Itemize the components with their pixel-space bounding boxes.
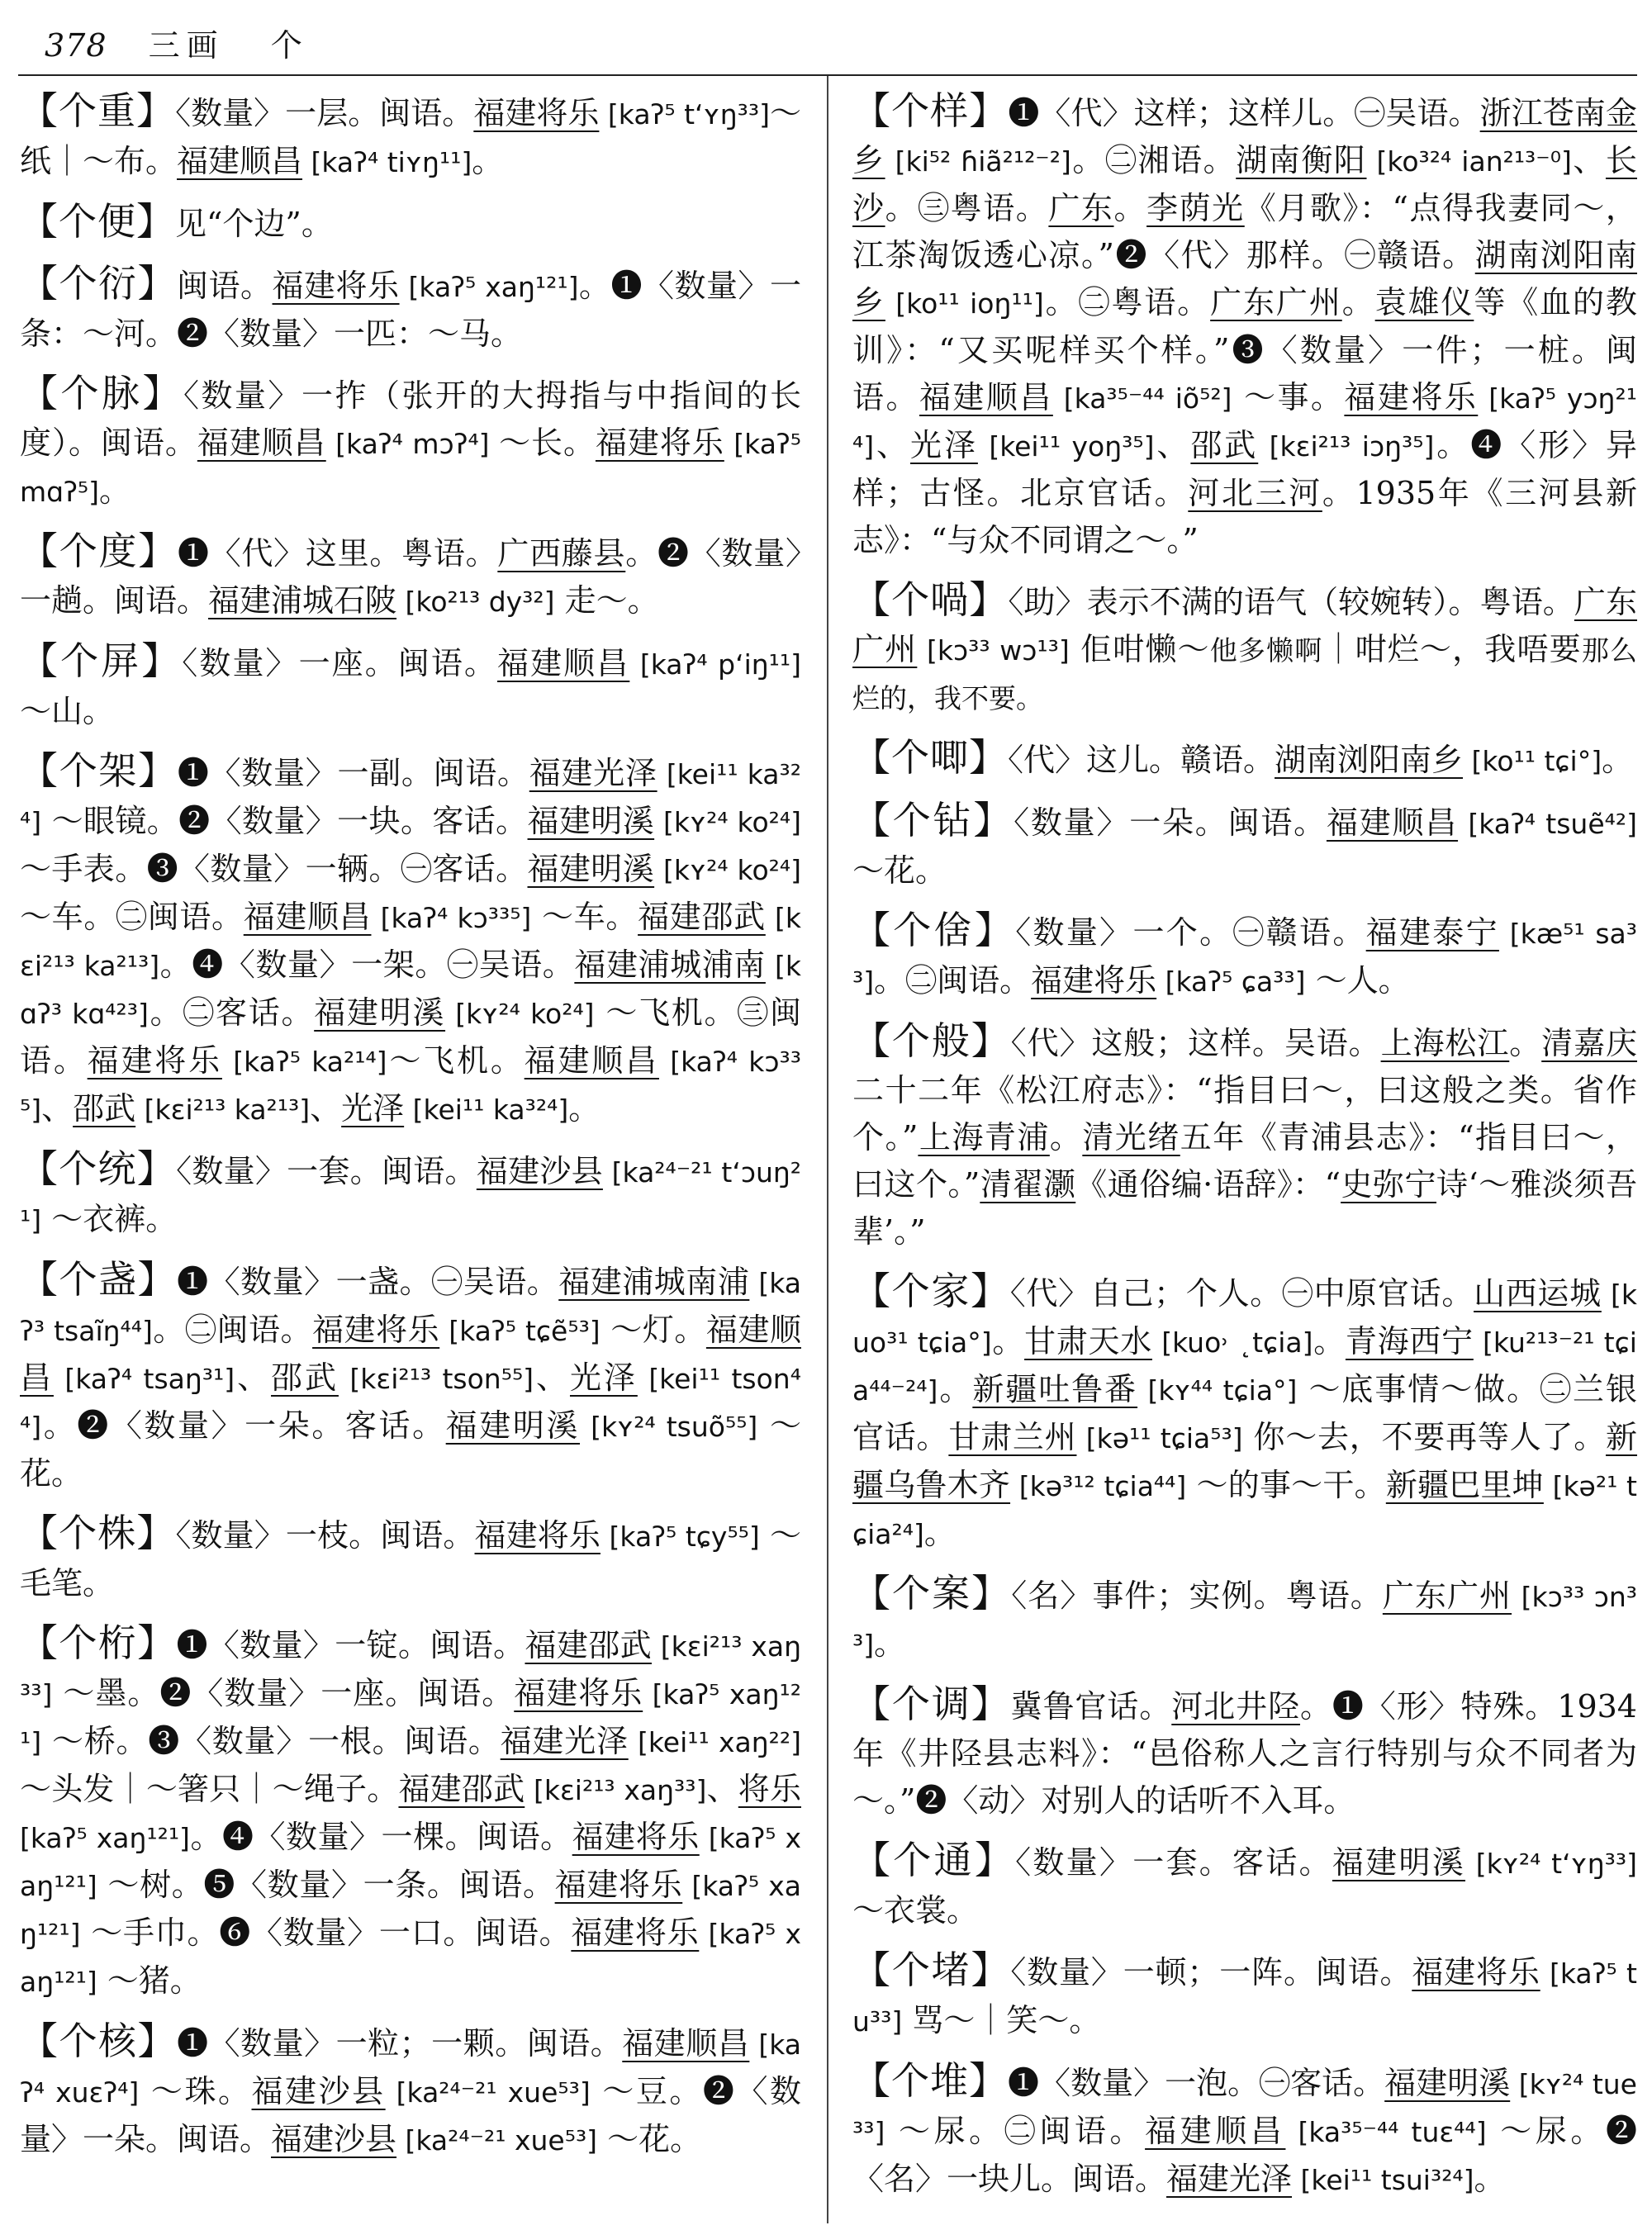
entry-text: 。❶〈数量〉一条：～河。❷〈数量〉一匹：～马。: [20, 268, 801, 352]
entry-text: 、: [1571, 142, 1606, 178]
place-name: 将乐: [738, 1771, 801, 1807]
place-name: 广西藤县: [497, 535, 626, 572]
entry-headword: 【个桁】: [20, 1620, 177, 1665]
place-name: 福建明溪: [1332, 1844, 1466, 1881]
place-name: 福建将乐: [272, 268, 400, 304]
entry-text: 。❷〈数量〉一趟。闽语。: [20, 535, 801, 619]
place-name: 福建光泽: [1166, 2161, 1293, 2197]
entry-text: ～毛笔。: [20, 1517, 801, 1601]
entry-text: ～头发｜～箸只｜～绳子。: [20, 1771, 399, 1807]
entry-text: 〈数量〉一座。闽语。: [182, 645, 498, 681]
entry-text: 〈数量〉一枝。闽语。: [175, 1517, 475, 1554]
entry-text: ～灯。: [600, 1312, 706, 1348]
place-name: 河北井陉: [1171, 1688, 1300, 1725]
page-header: [45, 20, 1639, 71]
place-name: 清嘉庆: [1541, 1025, 1637, 1061]
entry-text: 。㊁湘语。: [1070, 142, 1237, 178]
place-name: 新疆乌鲁木齐: [852, 1419, 1637, 1503]
place-name: 河北三河: [1188, 475, 1322, 511]
dictionary-entry: [20, 260, 801, 358]
place-name: 福建光泽: [529, 755, 657, 791]
entry-headword: 【个案】: [852, 1571, 1012, 1616]
phonetic-transcription: [kɛi²¹³ iɔŋ³⁵]: [1258, 430, 1435, 463]
place-name: 福建将乐: [1031, 962, 1157, 999]
entry-text: ～树。❺〈数量〉一条。闽语。: [97, 1867, 555, 1903]
phonetic-transcription: [ko¹¹ tɕi°]: [1463, 745, 1602, 777]
entry-text: 。㊁闽语。: [874, 962, 1032, 999]
place-name: 福建明溪: [445, 1407, 580, 1444]
entry-text: ～花。: [20, 1407, 801, 1492]
dictionary-entry: [20, 638, 801, 735]
entry-text: ～飞机。: [387, 1042, 525, 1079]
entry-headword: 【个统】: [20, 1146, 177, 1191]
entry-text: ～事。: [1232, 379, 1345, 415]
entry-text: 。: [1474, 2161, 1506, 2197]
place-name: 浙江苍南金乡: [852, 95, 1637, 178]
place-name: 福建顺昌: [497, 645, 630, 681]
entry-text: 诗‘～雅淡须吾辈’。”: [852, 1166, 1637, 1250]
phonetic-transcription: [kaʔ⁵ ka²¹⁴]: [221, 1046, 387, 1078]
place-name: 福建将乐: [514, 1675, 643, 1711]
phonetic-transcription: [kaʔ⁴ kɔ³³⁵]: [20, 1046, 801, 1126]
entry-text: ｜咁烂～，我唔要: [1322, 631, 1582, 667]
entry-text: 〈数量〉一拃（张开的大拇指与中指间的长度）。闽语。: [20, 377, 801, 461]
phonetic-transcription: [kaʔ⁵ xaŋ¹²¹]: [20, 1870, 801, 1950]
entry-text: ～手巾。❻〈数量〉一口。闽语。: [80, 1914, 572, 1951]
dictionary-entry: [20, 88, 801, 186]
entry-headword: 【个唧】: [852, 735, 1008, 780]
phonetic-transcription: [kei¹¹ ka³²⁴]: [404, 1094, 569, 1126]
place-name: 福建沙县: [476, 1153, 603, 1189]
dictionary-entry: [852, 2057, 1637, 2204]
place-name: 光泽: [569, 1359, 638, 1396]
entry-headword: 【个堆】: [852, 2058, 1009, 2103]
phonetic-transcription: [kaʔ⁵ xaŋ¹²¹]: [20, 1822, 801, 1902]
phonetic-transcription: [kɔ³³ wɔ¹³]: [917, 634, 1070, 667]
entry-headword: 【个株】: [20, 1511, 176, 1555]
entry-text: 。❷〈数量〉一朵。客话。: [41, 1407, 446, 1444]
entry-text: 〈名〉事件；实例。粤语。: [1011, 1578, 1383, 1614]
entry-text: 五年《青浦县志》：“指目曰～，曰这个。”: [852, 1119, 1637, 1203]
entry-text: 〈代〉这般；这样。吴语。: [1010, 1025, 1381, 1061]
place-name: 光泽: [341, 1090, 405, 1127]
place-name: 福建邵武: [525, 1627, 652, 1663]
dictionary-entry: [852, 1681, 1637, 1824]
entry-text: ❶〈数量〉一粒；一颗。闽语。: [177, 2025, 623, 2062]
gloss-note: 他多懒啊: [1209, 634, 1323, 667]
place-name: 福建沙县: [251, 2073, 386, 2109]
entry-text: 、: [534, 1359, 570, 1396]
place-name: 邵武: [271, 1359, 339, 1396]
phonetic-transcription: [kaʔ⁴ pʻiŋ¹¹]: [629, 648, 801, 681]
place-name: 广东广州: [1210, 284, 1342, 320]
phonetic-transcription: [kʏ²⁴ tsuõ⁵⁵]: [580, 1411, 758, 1443]
right-column: [852, 88, 1637, 2216]
place-name: 福建将乐: [474, 1517, 601, 1554]
phonetic-transcription: [kɛi²¹³ xaŋ³³]: [525, 1774, 707, 1806]
entry-text: ❶〈数量〉一盏。㊀吴语。: [177, 1264, 559, 1300]
place-name: 福建浦城石陂: [208, 582, 397, 619]
entry-text: 。: [1049, 1119, 1083, 1155]
place-name: 光泽: [910, 427, 978, 463]
dictionary-entry: [20, 528, 801, 625]
entry-text: 。: [1113, 190, 1147, 226]
phonetic-transcription: [kei¹¹ tson⁴⁴]: [20, 1363, 801, 1443]
entry-text: ～花。: [852, 852, 947, 889]
place-name: 福建明溪: [527, 851, 655, 887]
entry-headword: 【个家】: [852, 1269, 1010, 1313]
place-name: 广东广州: [852, 584, 1637, 667]
entry-text: 〈代〉自己；个人。㊀中原官话。: [1009, 1275, 1474, 1312]
place-name: 李荫光: [1146, 190, 1245, 226]
phonetic-transcription: [ka²⁴⁻²¹ xue⁵³]: [396, 2124, 598, 2156]
place-name: 福建将乐: [312, 1312, 440, 1348]
phonetic-transcription: [kaʔ⁵ tɕẽ⁵³]: [439, 1315, 601, 1347]
dictionary-entry: [852, 734, 1637, 785]
entry-text: 。: [1313, 1323, 1346, 1359]
entry-text: 〈助〉表示不满的语气（较婉转）。粤语。: [1008, 584, 1574, 620]
entry-text: ～花。: [597, 2121, 702, 2157]
phonetic-transcription: [kɔ³³ ɔn³³]: [852, 1581, 1637, 1661]
entry-headword: 【个核】: [20, 2019, 178, 2063]
entry-headword: 【个度】: [20, 529, 178, 573]
phonetic-transcription: [kei¹¹ ka³²⁴]: [20, 758, 801, 838]
entry-text: ～尿。㊁闽语。: [885, 2113, 1146, 2149]
place-name: 福建邵武: [398, 1771, 525, 1807]
entry-text: 。❹〈形〉异样；古怪。北京官话。: [852, 427, 1637, 511]
entry-text: 。: [1509, 1025, 1542, 1061]
entry-text: 冀鲁官话。: [1010, 1688, 1172, 1725]
dictionary-entry: [852, 1018, 1637, 1255]
entry-text: 。❹〈数量〉一棵。闽语。: [189, 1819, 572, 1855]
entry-headword: 【个衍】: [20, 261, 178, 306]
dictionary-entry: [852, 797, 1637, 894]
place-name: 福建顺昌: [177, 143, 303, 179]
place-name: 新疆巴里坤: [1385, 1467, 1544, 1503]
entry-text: 、: [706, 1771, 738, 1807]
phonetic-transcription: [kaʔ³ tsaĩŋ⁴⁴]: [20, 1267, 801, 1347]
phonetic-transcription: [kɛi²¹³ xaŋ³³]: [20, 1630, 802, 1710]
place-name: 福建将乐: [473, 95, 600, 131]
place-name: 福建沙县: [271, 2121, 397, 2157]
entry-text: 。: [99, 472, 131, 509]
entry-text: 等《血的教训》：“又买呢样买个样。”❸〈数量〉一件；一桩。闽语。: [852, 284, 1637, 415]
phonetic-transcription: [kei¹¹ xaŋ²²]: [628, 1726, 801, 1758]
entry-text: ～车。: [531, 899, 638, 935]
entry-text: 。㊁闽语。: [152, 1312, 313, 1348]
place-name: 福建将乐: [571, 1914, 700, 1951]
place-name: 福建邵武: [638, 899, 766, 935]
phonetic-transcription: [kaʔ⁵ xaŋ¹²¹]: [399, 271, 579, 303]
place-name: 清翟灏: [980, 1166, 1076, 1203]
entry-text: 。: [1341, 284, 1375, 320]
dictionary-entry: [852, 1837, 1637, 1934]
dictionary-entry: [20, 1510, 801, 1607]
entry-text: ～墨。❷〈数量〉一座。闽语。: [52, 1675, 515, 1711]
place-name: 福建顺昌: [20, 1312, 801, 1396]
entry-headword: 【个架】: [20, 748, 178, 793]
entry-text: ❶〈代〉这样；这样儿。㊀吴语。: [1008, 95, 1480, 131]
entry-text: 。: [923, 1515, 956, 1551]
entry-text: ～纸｜～布。: [20, 95, 801, 179]
dictionary-entry: [20, 1146, 801, 1244]
phonetic-transcription: [ko³²⁴ ian²¹³⁻⁰]: [1366, 145, 1572, 178]
phonetic-transcription: [kaʔ⁵ xaŋ¹²¹]: [20, 1822, 190, 1854]
place-name: 新疆吐鲁番: [972, 1371, 1138, 1407]
place-name: 上海青浦: [918, 1119, 1050, 1155]
entry-text: ～长。: [499, 425, 596, 461]
entry-text: 〈数量〉一个。㊀赣语。: [1015, 914, 1366, 951]
phonetic-transcription: [kei¹¹ yoŋ³⁵]: [977, 430, 1155, 463]
entry-text: 二十二年《松江府志》：“指目曰～，曰这般之类。省作个。”: [852, 1072, 1637, 1155]
phonetic-transcription: [kæ⁵¹ sa³³]: [852, 918, 1637, 998]
entry-text: ～尿。❷〈名〉一块儿。闽语。: [852, 2113, 1637, 2197]
entry-text: 。: [874, 1625, 906, 1662]
entry-text: ～的事～干。: [1186, 1467, 1386, 1503]
place-name: 福建顺昌: [622, 2025, 750, 2062]
phonetic-transcription: [kə²¹ tɕia²⁴]: [852, 1470, 1637, 1550]
entry-text: ～衣裳。: [852, 1892, 979, 1929]
entry-text: 、: [41, 1090, 74, 1127]
entry-text: ❶〈数量〉一副。闽语。: [177, 755, 529, 791]
phonetic-transcription: [kaʔ⁵ ɕa³³]: [1156, 966, 1306, 998]
phonetic-transcription: [kuo³¹ tɕia°]: [852, 1279, 1637, 1359]
dictionary-entry: [852, 576, 1637, 722]
entry-text: 、: [874, 427, 910, 463]
phonetic-transcription: [kaʔ⁴ tiʏŋ¹¹]: [302, 146, 472, 178]
entry-headword: 【个便】: [20, 199, 175, 244]
dictionary-entry: [20, 198, 801, 248]
dictionary-entry: [852, 1947, 1637, 2045]
entry-text: 。: [568, 1090, 601, 1127]
place-name: 福建明溪: [527, 803, 655, 839]
entry-text: ～手表。❸〈数量〉一辆。㊀客话。: [20, 851, 528, 887]
place-name: 湖南浏阳南乡: [852, 237, 1637, 320]
phonetic-transcription: [ka³⁵⁻⁴⁴ iõ⁵²]: [1052, 382, 1232, 415]
place-name: 福建明溪: [1384, 2065, 1511, 2101]
phonetic-transcription: [kaʔ⁴ kɔ³³⁵]: [371, 902, 532, 934]
dictionary-entry: [20, 2018, 801, 2164]
place-name: 长沙: [852, 142, 1637, 226]
place-name: 福建顺昌: [1145, 2113, 1286, 2149]
phonetic-transcription: [kʏ²⁴ ko²⁴]: [654, 806, 801, 838]
page-number: 378: [45, 27, 107, 64]
entry-headword: 【个重】: [20, 88, 176, 133]
phonetic-transcription: [kaʔ⁴ tsaŋ³¹]: [53, 1363, 235, 1395]
entry-text: 。: [472, 143, 504, 179]
phonetic-transcription: [ko¹¹ ioŋ¹¹]: [885, 287, 1044, 320]
entry-text: 《月歌》：“点得我妻同～，江茶淘饭透心凉。”❷〈代〉那样。㊀赣语。: [852, 190, 1637, 273]
phonetic-transcription: [kaʔ⁵ xaŋ¹²¹]: [20, 1918, 801, 1998]
place-name: 福建泰宁: [1365, 914, 1499, 951]
phonetic-transcription: [kuo˒ ˛tɕia]: [1151, 1326, 1313, 1359]
dictionary-entry: [20, 370, 801, 515]
dictionary-entry: [852, 1268, 1637, 1558]
place-name: 福建浦城浦南: [574, 947, 766, 983]
place-name: 甘肃天水: [1024, 1323, 1152, 1359]
phonetic-transcription: [kei¹¹ tsui³²⁴]: [1292, 2164, 1474, 2196]
entry-text: 、: [235, 1359, 272, 1396]
place-name: 福建将乐: [1344, 379, 1479, 415]
phonetic-transcription: [ka²⁴⁻²¹ tʻɔuŋ²¹]: [20, 1156, 802, 1236]
place-name: 福建将乐: [1412, 1954, 1540, 1990]
entry-text: 你～去，不要再等人了。: [1242, 1419, 1606, 1455]
entry-text: 走～。: [554, 582, 659, 619]
place-name: 邵武: [73, 1090, 136, 1127]
entry-headword: 【个倽】: [852, 908, 1016, 952]
entry-headword: 【个调】: [852, 1682, 1011, 1726]
entry-text: 。: [1602, 742, 1634, 778]
dictionary-entry: [852, 88, 1637, 564]
phonetic-transcription: [ko²¹³ dy³²]: [396, 586, 555, 618]
entry-headword: 【个样】: [852, 88, 1009, 133]
place-name: 福建光泽: [500, 1723, 629, 1759]
entry-text: ～珠。: [139, 2073, 252, 2109]
entry-text: 。㊂粤语。: [885, 190, 1049, 226]
place-name: 福建将乐: [87, 1042, 222, 1079]
phonetic-transcription: [kaʔ⁴ mɔʔ⁴]: [325, 428, 500, 460]
entry-text: 。❹〈数量〉一架。㊀吴语。: [159, 947, 575, 983]
phonetic-transcription: [kaʔ⁵ tɕy⁵⁵]: [600, 1521, 760, 1553]
phonetic-transcription: [kɛi²¹³ tson⁵⁵]: [338, 1363, 534, 1395]
dictionary-entry: [852, 907, 1637, 1005]
entry-text: 〈数量〉一套。客话。: [1015, 1844, 1332, 1881]
entry-text: ～眼镜。❷〈数量〉一块。客话。: [41, 803, 528, 839]
section-label: 三画: [148, 27, 225, 64]
entry-text: 〈代〉这儿。赣语。: [1008, 742, 1275, 778]
entry-text: 。㊁客话。: [148, 994, 315, 1031]
entry-text: 《通俗编·语辞》：“: [1075, 1166, 1341, 1203]
place-name: 上海松江: [1380, 1025, 1510, 1061]
phonetic-transcription: [ki⁵² ɦiã²¹²⁻²]: [885, 145, 1071, 178]
phonetic-transcription: [kaʔ⁵ tu³³]: [852, 1957, 1637, 2038]
entry-text: ～衣裤。: [41, 1201, 178, 1237]
place-name: 山西运城: [1474, 1275, 1602, 1312]
place-name: 福建明溪: [314, 994, 446, 1031]
entry-text: ～人。: [1305, 962, 1410, 999]
phonetic-transcription: [kaʔ⁴ tsuẽ⁴²]: [1458, 808, 1637, 840]
place-name: 青海西宁: [1345, 1323, 1474, 1359]
dictionary-entry: [20, 747, 801, 1133]
phonetic-transcription: [kaʔ⁴ xuɛʔ⁴]: [20, 2028, 801, 2109]
entry-headword: 【个通】: [852, 1838, 1016, 1882]
place-name: 袁雄仪: [1374, 284, 1474, 320]
entry-text: 见“个边”。: [175, 206, 333, 242]
place-name: 福建将乐: [595, 425, 724, 461]
place-name: 甘肃兰州: [948, 1419, 1077, 1455]
phonetic-transcription: [kʏ²⁴ tue³³]: [852, 2068, 1637, 2148]
phonetic-transcription: [kaʔ⁵ xaŋ¹²¹]: [20, 1678, 801, 1758]
entry-text: 〈数量〉一层。闽语。: [175, 95, 474, 131]
phonetic-transcription: [kɛi²¹³ ka²¹³]: [135, 1094, 311, 1126]
phonetic-transcription: [ka²⁴⁻²¹ xue⁵³]: [385, 2076, 591, 2109]
entry-headword: 【个屏】: [20, 638, 183, 683]
phonetic-transcription: [kaʔ⁵ tʻʏŋ³³]: [599, 98, 770, 130]
phonetic-transcription: [kaʔ⁵ yɔŋ²¹⁴]: [852, 382, 1637, 463]
column-divider: [827, 76, 828, 2223]
phonetic-transcription: [kʏ²⁴ tʻʏŋ³³]: [1465, 1848, 1637, 1880]
entry-text: 。: [991, 1323, 1025, 1359]
entry-headword: 【个盏】: [20, 1257, 178, 1302]
place-name: 清光绪: [1082, 1119, 1180, 1155]
entry-text: ～山。: [20, 693, 115, 729]
place-name: 邵武: [1190, 427, 1259, 463]
entry-text: 〈数量〉一朵。闽语。: [1014, 804, 1327, 841]
place-name: 福建顺昌: [243, 899, 372, 935]
place-name: 福建顺昌: [197, 425, 326, 461]
dictionary-entry: [852, 1570, 1637, 1668]
entry-text: 。❶〈形〉特殊。1934年《井陉县志料》：“邑俗称人之言行特别与众不同者为～。”❷〈动〉对别人的话听不入耳。: [852, 1688, 1637, 1819]
entry-text: ～豆。❷〈数量〉一朵。闽语。: [20, 2073, 801, 2157]
entry-headword: 【个喎】: [852, 577, 1009, 622]
place-name: 广东: [1048, 190, 1114, 226]
phonetic-transcription: [ku²¹³⁻²¹ tɕia⁴⁴⁻²⁴]: [852, 1326, 1637, 1407]
place-name: 福建将乐: [554, 1867, 683, 1903]
entry-text: ～飞机。㊂闽语。: [20, 994, 801, 1079]
phonetic-transcription: [kə³¹² tɕia⁴⁴]: [1010, 1470, 1187, 1502]
phonetic-transcription: [kʏ²⁴ ko²⁴]: [654, 854, 801, 886]
phonetic-transcription: [kʏ⁴⁴ tɕia°]: [1137, 1374, 1298, 1407]
place-name: 史弥宁: [1341, 1166, 1437, 1203]
phonetic-transcription: [ka³⁵⁻⁴⁴ tuɛ⁴⁴]: [1285, 2116, 1487, 2148]
entry-text: 、: [1154, 427, 1191, 463]
entry-text: ❶〈数量〉一泡。㊀客话。: [1008, 2065, 1385, 2101]
entry-text: 〈数量〉一顿；一阵。闽语。: [1010, 1954, 1412, 1990]
place-name: 福建浦城南浦: [558, 1264, 750, 1300]
entry-text: 。㊁粤语。: [1043, 284, 1211, 320]
entry-text: 、: [310, 1090, 342, 1127]
entry-text: ～桥。❸〈数量〉一根。闽语。: [41, 1723, 501, 1759]
entry-text: ～猪。: [97, 1962, 202, 1999]
entry-text: 。: [938, 1371, 973, 1407]
place-name: 福建将乐: [572, 1819, 700, 1855]
entry-text: ～车。㊁闽语。: [20, 899, 244, 935]
phonetic-transcription: [kə¹¹ tɕia⁵³]: [1076, 1422, 1243, 1454]
place-name: 湖南衡阳: [1236, 142, 1367, 178]
entry-text: ❶〈代〉这里。粤语。: [177, 535, 498, 572]
entry-text: 骂～｜笑～。: [902, 2002, 1101, 2038]
phonetic-transcription: [kʏ²⁴ ko²⁴]: [445, 998, 595, 1030]
entry-headword: 【个钻】: [852, 798, 1014, 842]
place-name: 福建顺昌: [524, 1042, 659, 1079]
place-name: 广东广州: [1382, 1578, 1512, 1614]
entry-text: 佢咁懒～: [1069, 631, 1210, 667]
radical-char: 个: [270, 27, 302, 64]
dictionary-entry: [20, 1256, 801, 1497]
entry-text: 〈数量〉一套。闽语。: [176, 1153, 477, 1189]
phonetic-transcription: [kɛi²¹³ ka²¹³]: [20, 902, 801, 982]
left-column: [20, 88, 801, 2176]
place-name: 湖南浏阳南乡: [1275, 742, 1464, 778]
entry-text: ❶〈数量〉一锭。闽语。: [176, 1627, 525, 1663]
place-name: 福建顺昌: [1326, 804, 1459, 841]
entry-text: ～底事情～做。㊁兰银官话。: [852, 1371, 1637, 1455]
entry-headword: 【个脉】: [20, 371, 183, 415]
dictionary-entry: [20, 1620, 801, 2005]
phonetic-transcription: [kɑʔ³ kɑ⁴²³]: [20, 950, 801, 1030]
entry-text: 闽语。: [177, 268, 273, 304]
gloss-note: 那么烂的，我不要。: [852, 634, 1638, 714]
place-name: 福建顺昌: [919, 379, 1053, 415]
entry-text: 。1935年《三河县新志》：“与众不同谓之～。”: [852, 475, 1637, 558]
phonetic-transcription: [kaʔ⁵ mɑʔ⁵]: [20, 428, 801, 508]
entry-headword: 【个堵】: [852, 1948, 1011, 1992]
entry-headword: 【个般】: [852, 1018, 1011, 1063]
